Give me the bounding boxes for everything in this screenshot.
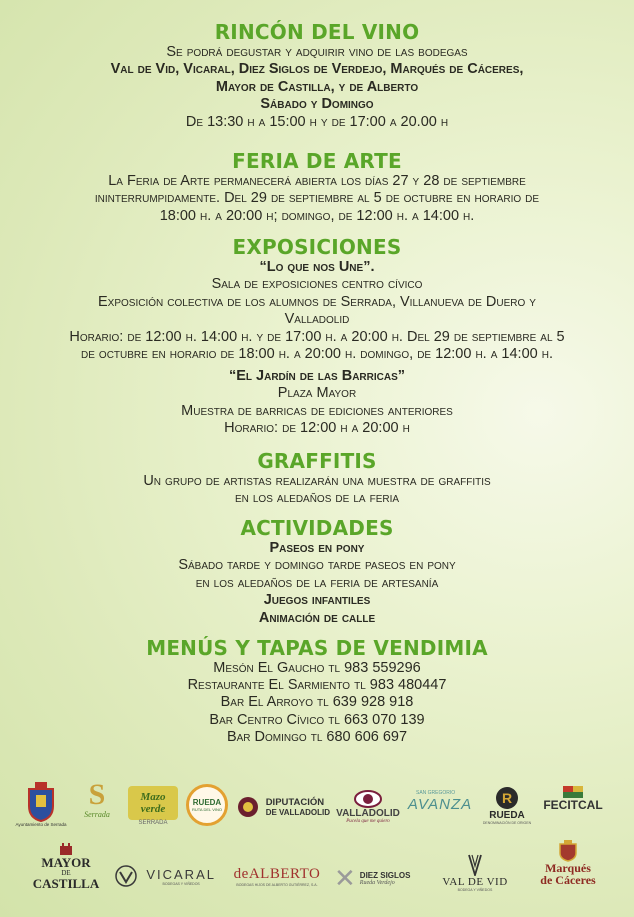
art-fair-line: ininterrumpidamente. Del 29 de septiembre al 5 de octubre en horario de [94, 190, 540, 207]
serrada-s-icon: S [88, 778, 106, 811]
diputacion-logo [234, 796, 330, 818]
art-fair-line: 18:00 h. a 20:00 h; domingo, de 12:00 h. a 14:00 h. [159, 207, 475, 224]
marques-line1: Marqués [545, 861, 591, 875]
marques-de-caceres-logo [518, 840, 618, 886]
restaurant-line: Bar Centro Cívico tl 663 070 139 [209, 711, 425, 728]
exhibition-line: Horario: de 12:00 h. 14:00 h. y de 17:00 h. a 20:00 h. Del 29 de septiembre al 5 [69, 328, 565, 345]
rueda-ruta-logo [184, 784, 230, 826]
dealberto-logo [222, 866, 332, 887]
diez-siglos-sub: Rueda Verdejo [359, 879, 395, 886]
exhibition-line: Exposición colectiva de los alumnos de Serrada, Villanueva de Duero y [98, 293, 536, 310]
svg-text:R: R [501, 790, 513, 806]
val-de-vid-v-icon [468, 854, 482, 876]
diputacion-line2: DE VALLADOLID [265, 808, 330, 817]
sponsor-logos [0, 778, 634, 914]
ayuntamiento-logo [12, 782, 70, 827]
marques-crest-icon [557, 840, 579, 862]
mazo-verde-sub: SERRADA [138, 820, 168, 826]
avanza-top: SAN GREGORIO [416, 790, 456, 796]
rueda-do-sub: DENOMINACIÓN DE ORIGEN [482, 821, 532, 825]
activities-heading: ACTIVIDADES [240, 516, 394, 540]
castle-crest-icon [58, 840, 74, 856]
exhibitions-heading: EXPOSICIONES [232, 235, 402, 259]
diez-siglos-x-icon: ✕ [334, 863, 356, 893]
graffiti-line: en los aledaños de la feria [234, 490, 400, 507]
restaurant-line: Bar El Arroyo tl 639 928 918 [220, 694, 414, 711]
rueda-do-label: RUEDA [489, 810, 525, 821]
art-fair-line: La Feria de Arte permanecerá abierta los días 27 y 28 de septiembre [108, 173, 526, 189]
vicaral-label: VICARAL [146, 866, 216, 882]
exhibition-line: Valladolid [284, 311, 350, 328]
restaurant-line: Bar Domingo tl 680 606 697 [226, 728, 408, 745]
barrel-garden-line: “El Jardín de las Barricas” [228, 368, 406, 384]
section-graffiti [0, 449, 634, 508]
rueda-do-emblem-icon [495, 786, 519, 810]
valladolid-logo [334, 790, 402, 824]
dealberto-sub: BODEGAS HIJOS DE ALBERTO GUTIÉRREZ, S.A. [236, 883, 318, 887]
section-art-fair [0, 149, 634, 225]
section-menus [0, 636, 634, 746]
activity-line: en los aledaños de la feria de artesanía [195, 574, 439, 591]
barrel-garden-line: Muestra de barricas de ediciones anteriores [181, 402, 453, 419]
vicaral-logo [108, 864, 216, 888]
mazo-verde-label: Mazo verde [140, 791, 166, 815]
restaurant-line: Mesón El Gaucho tl 983 559296 [213, 660, 421, 676]
mayor-line3: CASTILLA [32, 876, 100, 891]
diez-siglos-logo [334, 863, 434, 893]
diputacion-emblem-icon [237, 796, 259, 818]
vicaral-sub: BODEGAS Y VIÑEDOS [162, 881, 200, 886]
fecitcal-flag-icon [563, 786, 583, 798]
section-exhibitions [0, 235, 634, 363]
coat-of-arms-icon [26, 782, 56, 822]
wine-line: Se podrá degustar y adquirir vino de las bodegas [166, 44, 468, 60]
rueda-ruta-sub: RUTA DEL VINO [191, 807, 222, 812]
wine-line: Mayor de Castilla, y de Alberto [215, 78, 419, 95]
ayuntamiento-label: Ayuntamiento de Serrada [15, 822, 67, 827]
mayor-castilla-logo [28, 840, 104, 890]
val-de-vid-label: VAL DE VID [442, 876, 508, 888]
exhibition-line: “Lo que nos Une”. [259, 259, 375, 275]
vicaral-emblem-icon [114, 864, 138, 888]
barrel-garden-line: Horario: de 12:00 h a 20:00 h [224, 420, 410, 437]
activity-line: Juegos infantiles [263, 592, 371, 609]
activity-line: Animación de calle [258, 609, 376, 626]
valladolid-label: VALLADOLID [336, 808, 400, 819]
wine-corner-heading: RINCÓN DEL VINO [214, 20, 420, 44]
serrada-logo [76, 780, 118, 819]
graffiti-heading: GRAFFITIS [257, 449, 377, 473]
serrada-label: Serrada [84, 810, 110, 819]
activity-line: Paseos en pony [269, 540, 365, 556]
graffiti-line: Un grupo de artistas realizarán una muestra de graffitis [143, 473, 491, 489]
rueda-do-logo [478, 786, 536, 825]
valladolid-sub: Pucela que me quiero [346, 819, 390, 824]
wine-line: Sábado y Domingo [260, 96, 374, 113]
mayor-line2: DE [61, 869, 71, 877]
dealberto-label: deALBERTO [233, 866, 321, 882]
marques-line2: de Cáceres [540, 873, 596, 887]
fecitcal-label: FECITCAL [543, 798, 603, 812]
restaurant-line: Restaurante El Sarmiento tl 983 480447 [187, 677, 447, 694]
diputacion-line1: DIPUTACIÓN [265, 797, 325, 808]
wine-line: Val de Vid, Vicaral, Diez Siglos de Verdejo, Marqués de Cáceres, [110, 61, 524, 78]
diez-siglos-label: DIEZ SIGLOS [359, 870, 411, 880]
section-wine-corner [0, 20, 634, 131]
val-de-vid-sub: BODEGA Y VIÑEDOS [457, 888, 493, 892]
exhibition-line: de octubre en horario de 18:00 h. a 20:00 h. domingo, de 12:00 h. a 14:00 h. [81, 346, 553, 363]
val-de-vid-logo [436, 854, 514, 892]
fecitcal-logo [536, 786, 610, 812]
mayor-line1: MAYOR [41, 855, 91, 870]
avanza-logo [404, 790, 476, 813]
wine-line: De 13:30 h a 15:00 h y de 17:00 a 20.00 h [185, 113, 449, 130]
mazo-verde-logo [124, 786, 182, 826]
art-fair-heading: FERIA DE ARTE [232, 149, 402, 173]
rueda-ruta-label: RUEDA [192, 798, 222, 807]
exhibition-line: Sala de exposiciones centro cívico [211, 276, 423, 293]
menus-heading: MENÚS Y TAPAS DE VENDIMIA [146, 636, 488, 660]
barrel-garden-line: Plaza Mayor [277, 385, 357, 402]
eye-icon [354, 790, 382, 808]
avanza-label: AVANZA [407, 796, 473, 813]
section-activities [0, 516, 634, 627]
activity-line: Sábado tarde y domingo tarde paseos en pony [178, 557, 456, 574]
section-barrel-garden [0, 368, 634, 438]
